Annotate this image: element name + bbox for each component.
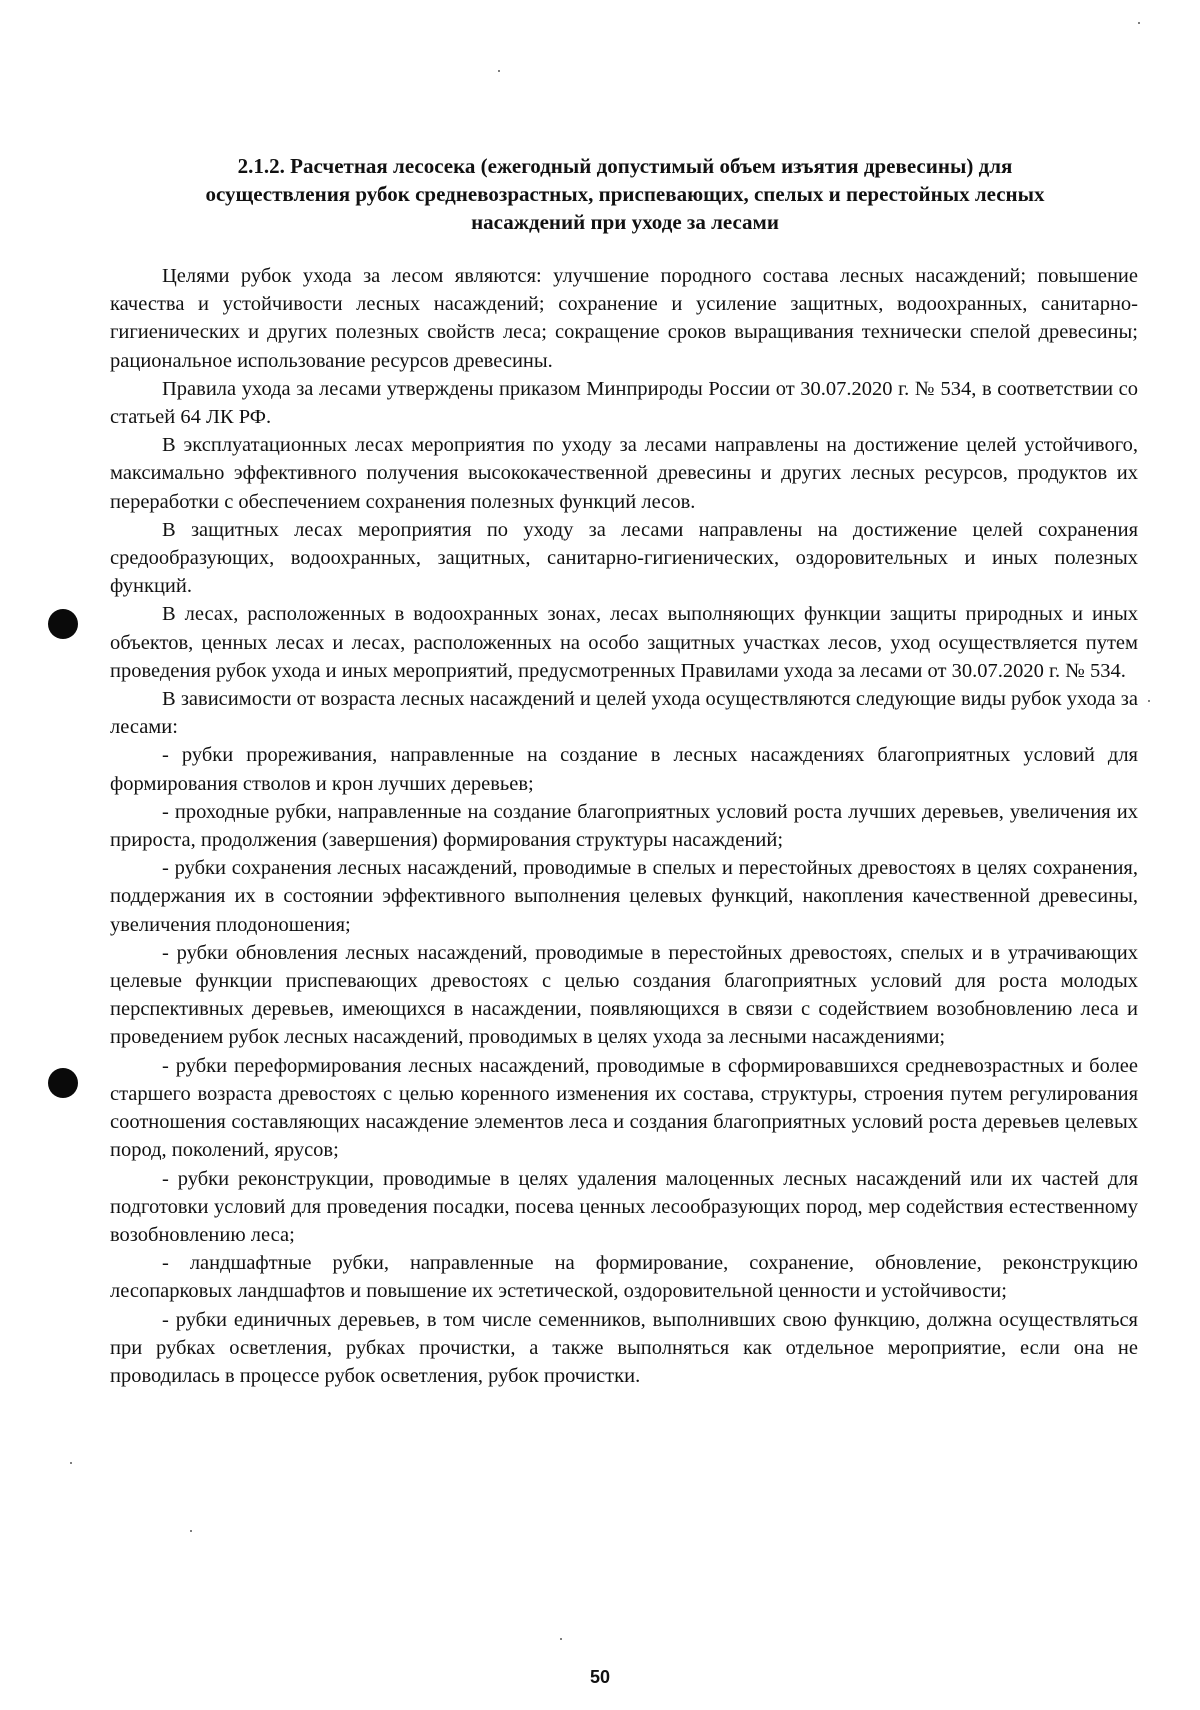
page-number: 50: [589, 1667, 611, 1687]
list-item: - рубки обновления лесных насаждений, проводимые в перестойных древостоях, спелых и в утрачивающих целевые функции приспевающих древостоях с целью создания благоприятных условий для роста молодых перспективных деревьев, имеющихся в насаждении, появляющихся в связи с содействием возобновлению леса и проведением рубок лесных насаждений, проводимых в целях ухода за лесными насаждениями;: [110, 941, 1138, 1049]
list-item: - рубки прореживания, направленные на создание в лесных насаждениях благоприятных условий для формирования стволов и крон лучших деревьев;: [110, 744, 1138, 795]
scan-speck: [560, 1638, 562, 1640]
paragraph: Целями рубок ухода за лесом являются: улучшение породного состава лесных насаждений; повышение качества и устойчивости лесных насаждений; сохранение и усиление защитных, водоохранных, санитарно-гигиенических и других полезных свойств леса; сокращение сроков выращивания технически спелой древесины; рациональное использование ресурсов древесины.: [110, 265, 1138, 372]
binder-hole-mark: [48, 1068, 78, 1098]
paragraph: В лесах, расположенных в водоохранных зонах, лесах выполняющих функции защиты природных и иных объектов, ценных лесах и лесах, расположенных на особо защитных участках лесов, уход осуществляется путем проведения рубок ухода и иных мероприятий, предусмотренных Правилами ухода за лесами от 30.07.2020 г. № 534.: [110, 603, 1138, 682]
list-item: - проходные рубки, направленные на создание благоприятных условий роста лучших деревьев, увеличения их прироста, продолжения (завершения) формирования структуры насаждений;: [110, 800, 1138, 852]
list-item: - рубки единичных деревьев, в том числе семенников, выполнивших свою функцию, должна осуществляться при рубках осветления, рубках прочистки, а также выполняться как отдельное мероприятие, если она не проводилась в процессе рубок осветления, рубок прочистки.: [110, 1308, 1138, 1387]
paragraph: В эксплуатационных лесах мероприятия по уходу за лесами направлены на достижение целей устойчивого, максимально эффективного получения высококачественной древесины и других лесных ресурсов, продуктов их переработки с обеспечением сохранения полезных функций лесов.: [110, 434, 1138, 513]
heading-line: насаждений при уходе за лесами: [471, 210, 779, 234]
list-item: - ландшафтные рубки, направленные на формирование, сохранение, обновление, реконструкцию лесопарковых ландшафтов и повышение их эстетической, оздоровительной ценности и устойчивости;: [110, 1252, 1138, 1303]
list-item: - рубки переформирования лесных насаждений, проводимые в сформировавшихся средневозрастных и более старшего возраста древостоях с целью коренного изменения их состава, структуры, строения путем регулирования соотношения составляющих насаждение элементов леса и создания благоприятных условий роста деревьев целевых пород, поколений, ярусов;: [110, 1054, 1138, 1162]
binder-hole-mark: [48, 609, 78, 639]
scan-speck: [70, 1462, 72, 1464]
paragraph: Правила ухода за лесами утверждены приказом Минприроды России от 30.07.2020 г. № 534, в соответствии со статьей 64 ЛК РФ.: [110, 377, 1138, 429]
list-item: - рубки реконструкции, проводимые в целях удаления малоценных лесных насаждений или их частей для подготовки условий для проведения посадки, посева ценных лесообразующих пород, мер содействия естественному возобновлению леса;: [110, 1167, 1138, 1246]
paragraph: В защитных лесах мероприятия по уходу за лесами направлены на достижение целей сохранения средообразующих, водоохранных, защитных, санитарно-гигиенических, оздоровительных и иных полезных функций.: [110, 518, 1138, 598]
section-heading: [130, 152, 1120, 236]
scan-speck: [498, 70, 500, 72]
list-item: - рубки сохранения лесных насаждений, проводимые в спелых и перестойных древостоях в целях сохранения, поддержания их в состоянии эффективного выполнения целевых функций, накопления качественной древесины, увеличения плодоношения;: [110, 857, 1138, 936]
scan-speck: [1138, 22, 1140, 24]
heading-line: 2.1.2. Расчетная лесосека (ежегодный допустимый объем изъятия древесины) для: [237, 154, 1013, 178]
scan-speck: [1148, 700, 1150, 702]
paragraph: В зависимости от возраста лесных насаждений и целей ухода осуществляются следующие виды рубок ухода за лесами:: [110, 688, 1138, 739]
heading-line: осуществления рубок средневозрастных, приспевающих, спелых и перестойных лесных: [205, 182, 1045, 206]
body-text: [110, 262, 1138, 1390]
scan-speck: [190, 1530, 192, 1532]
